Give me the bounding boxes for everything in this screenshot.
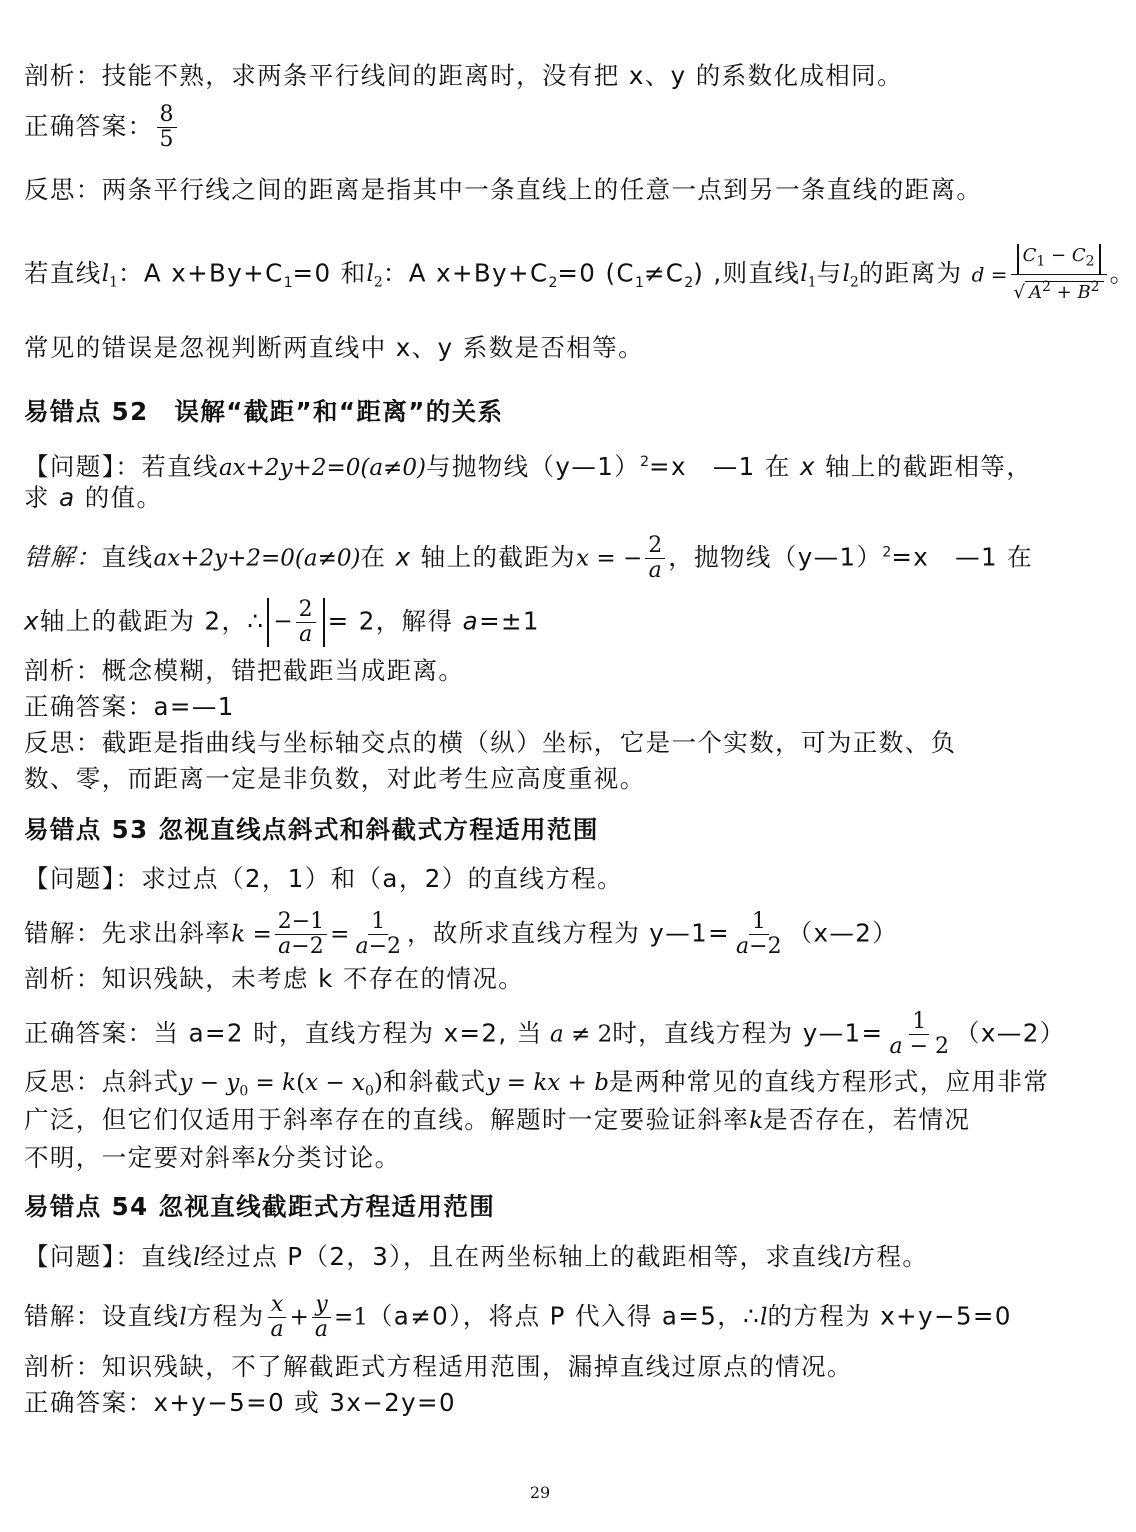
sec53-answer: 正确答案：当 a=2 时，直线方程为 x=2, 当 a ≠ 2时，直线方程为 y—1= $\frac{1}{a - 2}$ （x—2）: [24, 1009, 1066, 1059]
sec54-wrong: 错解：设直线l方程为 $\frac{x}{a}$ + $\frac{y}{a}$ =1（a≠0），将点 P 代入得 a=5，∴l的方程为 x+y−5=0: [24, 1292, 1012, 1342]
sec52-wrong: 错解：直线ax+2y+2=0(a≠0)在 x 轴上的截距为x = − $\frac{2}{a}$ ，抛物线（y—1）$^2$=x —1 在: [24, 533, 1034, 583]
sec53-reflect-line3: 不明，一定要对斜率k分类讨论。: [24, 1143, 401, 1172]
answer-fraction: $\frac{8}{5}$: [157, 103, 177, 152]
sec52-wrong-line2: x轴上的截距为 2，∴ − $\frac{2}{a}$ = 2，解得 a=±1: [24, 597, 540, 647]
sec54-title: 易错点 54 忽视直线截距式方程适用范围: [24, 1192, 496, 1221]
sec53-reflect-line2: 广泛，但它们仅适用于斜率存在的直线。解题时一定要验证斜率k是否存在，若情况: [24, 1105, 971, 1134]
sec54-question: 【问题】：直线l经过点 P（2，3），且在两坐标轴上的截距相等，求直线l方程。: [24, 1242, 929, 1271]
sec53-reflect-line1: 反思：点斜式$y - y_0 = k(x - x_0)$和斜截式y = kx + b是两种常见的直线方程形式，应用非常: [24, 1067, 1050, 1100]
sec51-common-error: 常见的错误是忽视判断两直线中 x、y 系数是否相等。: [24, 333, 644, 362]
sec52-reflect-line2: 数、零，而距离一定是非负数，对此考生应高度重视。: [24, 764, 646, 793]
sec54-analysis: 剖析：知识残缺，不了解截距式方程适用范围，漏掉直线过原点的情况。: [24, 1352, 853, 1381]
sec52-reflect-line1: 反思：截距是指曲线与坐标轴交点的横（纵）坐标，它是一个实数，可为正数、负: [24, 728, 957, 757]
sec51-formula: 若直线$l_1$：A $x+By+C_1=0$ 和$l_2$：A $x+By+C_2=0$ $(C_1\ne C_2)$ ,则直线$l_1$与$l_2$的距离为 d = $\frac{C_1 - C_2}{√ A^2 + B^2}$ 。: [24, 245, 1136, 303]
sec52-question: 【问题】：若直线ax+2y+2=0(a≠0)与抛物线（y—1）$^2$=x —1 在 x 轴上的截距相等，: [24, 452, 1033, 482]
sec51-analysis: 剖析：技能不熟，求两条平行线间的距离时，没有把 x、y 的系数化成相同。: [24, 61, 903, 90]
sec53-question: 【问题】：求过点（2，1）和（a，2）的直线方程。: [24, 864, 624, 893]
distance-formula: $\frac{C_1 - C_2}{√ A^2 + B^2}$: [1011, 244, 1107, 305]
sec54-answer: 正确答案：x+y−5=0 或 3x−2y=0: [24, 1388, 456, 1417]
sec52-title: 易错点 52 误解“截距”和“距离”的关系: [24, 397, 504, 426]
page-number: 29: [529, 1483, 551, 1502]
sec52-question-line2: 求 a 的值。: [24, 483, 163, 512]
sec53-analysis: 剖析：知识残缺，未考虑 k 不存在的情况。: [24, 964, 525, 993]
sec52-analysis: 剖析：概念模糊，错把截距当成距离。: [24, 656, 465, 685]
sec51-answer: 正确答案： $\frac{8}{5}$: [24, 103, 180, 152]
sec53-title: 易错点 53 忽视直线点斜式和斜截式方程适用范围: [24, 815, 599, 844]
sec53-wrong: 错解：先求出斜率k = $\frac{2-1}{a-2}$ = $\frac{1}{a-2}$ ，故所求直线方程为 y—1= $\frac{1}{a-2}$ （x—2）: [24, 909, 899, 959]
sec52-answer: 正确答案：a=—1: [24, 692, 235, 721]
sec51-reflect: 反思：两条平行线之间的距离是指其中一条直线上的任意一点到另一条直线的距离。: [24, 175, 983, 204]
